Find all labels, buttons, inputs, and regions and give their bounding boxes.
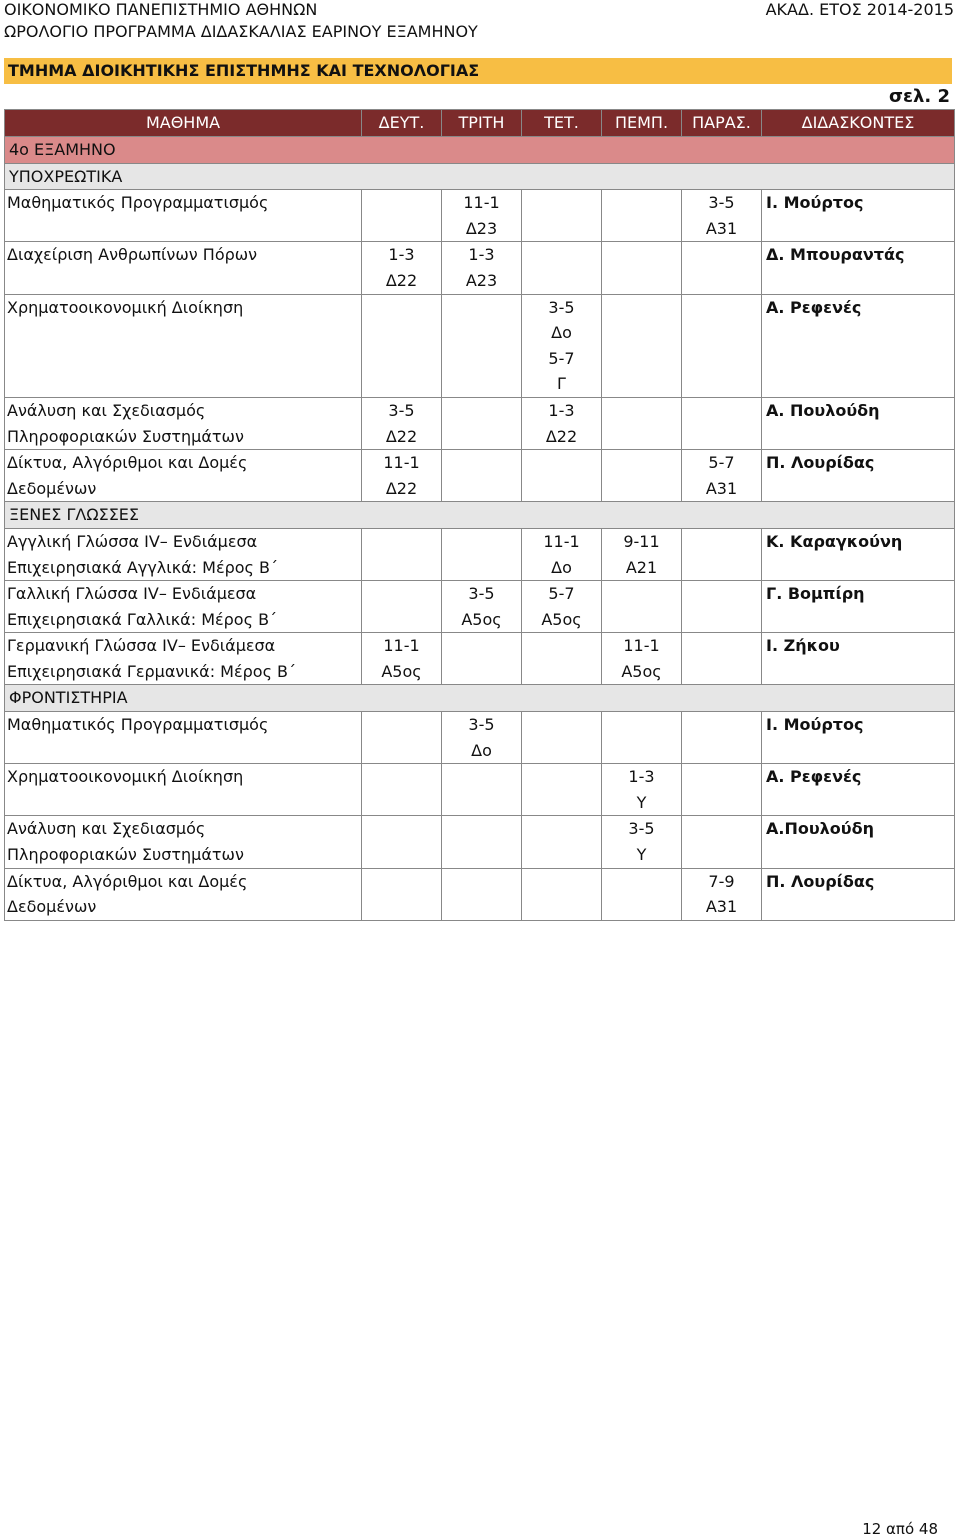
slot-mon [362, 294, 442, 397]
slot-tue-line [444, 816, 519, 842]
slot-mon [362, 633, 442, 685]
slot-fri-line [684, 424, 759, 450]
slot-thu-line [604, 424, 679, 450]
slot-tue [442, 633, 522, 685]
slot-mon-line: 1-3 [388, 245, 415, 265]
section-tutorials [5, 685, 955, 712]
slot-tue-line: Δ23 [465, 218, 498, 238]
slot-wed-line: Δο [551, 323, 572, 343]
slot-mon-line: Δ22 [385, 426, 418, 446]
slot-thu-line [604, 242, 679, 268]
course-name [5, 868, 362, 920]
slot-wed [522, 868, 602, 920]
slot-mon [362, 242, 442, 294]
slot-thu-line [604, 216, 679, 242]
slot-tue-line [444, 659, 519, 685]
slot-tue-line [444, 869, 519, 895]
slot-fri-line [684, 346, 759, 372]
slot-tue [442, 764, 522, 816]
course-name-line: Πληροφοριακών Συστημάτων [7, 845, 244, 865]
course-name [5, 712, 362, 764]
slot-mon-line [364, 607, 439, 633]
slot-thu-line: Υ [636, 845, 647, 865]
col-instructor: ΔΙΔΑΣΚΟΝΤΕΣ [762, 110, 955, 137]
col-course: ΜΑΘΗΜΑ [5, 110, 362, 137]
slot-thu [602, 633, 682, 685]
slot-thu [602, 528, 682, 580]
slot-fri-line [684, 712, 759, 738]
slot-tue [442, 450, 522, 502]
timetable-header [5, 110, 955, 137]
slot-wed-line [524, 268, 599, 294]
slot-thu-line [604, 190, 679, 216]
slot-thu-line [604, 346, 679, 372]
slot-thu-line [604, 398, 679, 424]
slot-fri-line [684, 581, 759, 607]
slot-thu-line [604, 581, 679, 607]
slot-fri-line: 5-7 [708, 453, 735, 473]
slot-mon-line [364, 790, 439, 816]
slot-mon-line [364, 712, 439, 738]
section-required-label: ΥΠΟΧΡΕΩΤΙΚΑ [5, 163, 955, 190]
slot-thu [602, 868, 682, 920]
table-row [5, 633, 955, 685]
slot-fri [682, 528, 762, 580]
slot-wed [522, 242, 602, 294]
slot-thu-line: Α5ος [621, 661, 662, 681]
course-name [5, 397, 362, 449]
slot-wed [522, 712, 602, 764]
course-name-line: Πληροφοριακών Συστημάτων [7, 426, 244, 446]
slot-wed-line: 3-5 [548, 297, 575, 317]
course-name-line: Αγγλική Γλώσσα IV– Ενδιάμεσα [7, 531, 258, 551]
slot-thu [602, 581, 682, 633]
slot-fri-line [684, 295, 759, 321]
slot-wed [522, 816, 602, 868]
slot-wed-line: 5-7 [548, 348, 575, 368]
slot-tue [442, 816, 522, 868]
slot-mon-line [364, 320, 439, 346]
slot-thu [602, 397, 682, 449]
course-name-line: Ανάλυση και Σχεδιασμός [7, 819, 206, 839]
slot-wed-line [524, 842, 599, 868]
slot-wed-line: Δ22 [545, 426, 578, 446]
slot-mon-line [364, 764, 439, 790]
slot-fri-line [684, 842, 759, 868]
col-mon: ΔΕΥΤ. [362, 110, 442, 137]
instructor-name: Δ. Μπουραντάς [762, 242, 955, 294]
slot-fri-line [684, 242, 759, 268]
slot-tue [442, 868, 522, 920]
slot-wed [522, 397, 602, 449]
slot-fri-line [684, 320, 759, 346]
course-name [5, 816, 362, 868]
slot-thu-line [604, 320, 679, 346]
slot-mon-line [364, 869, 439, 895]
section-required [5, 163, 955, 190]
instructor-name: Π. Λουρίδας [762, 868, 955, 920]
semester-row-label: 4ο ΕΞΑΜΗΝΟ [5, 137, 955, 164]
slot-fri [682, 712, 762, 764]
instructor-name: Α. Πουλούδη [762, 397, 955, 449]
slot-fri-line [684, 268, 759, 294]
slot-wed-line [524, 869, 599, 895]
slot-wed-line [524, 738, 599, 764]
slot-fri [682, 816, 762, 868]
course-name-line: Μαθηματικός Προγραμματισμός [7, 193, 269, 213]
course-name-line [7, 268, 359, 294]
slot-thu [602, 712, 682, 764]
instructor-name: Ι. Μούρτος [762, 712, 955, 764]
slot-wed-line [524, 476, 599, 502]
slot-thu-line [604, 607, 679, 633]
slot-mon [362, 397, 442, 449]
slot-fri [682, 242, 762, 294]
slot-tue [442, 242, 522, 294]
slot-fri [682, 450, 762, 502]
slot-wed-line [524, 633, 599, 659]
table-row [5, 581, 955, 633]
table-row [5, 764, 955, 816]
slot-fri-line [684, 529, 759, 555]
slot-tue-line: Δο [471, 740, 492, 760]
instructor-name: Α. Ρεφενές [762, 764, 955, 816]
slot-fri-line [684, 633, 759, 659]
slot-mon [362, 190, 442, 242]
table-row [5, 868, 955, 920]
slot-wed-line: Δο [551, 557, 572, 577]
slot-tue-line [444, 894, 519, 920]
slot-wed-line: Α5ος [541, 609, 582, 629]
table-row [5, 816, 955, 868]
slot-tue-line: 3-5 [468, 584, 495, 604]
table-row [5, 712, 955, 764]
slot-wed [522, 450, 602, 502]
slot-thu [602, 190, 682, 242]
slot-fri-line [684, 371, 759, 397]
slot-wed-line [524, 216, 599, 242]
slot-mon-line: Α5ος [381, 661, 422, 681]
academic-year: ΑΚΑΔ. ΕΤΟΣ 2014-2015 [765, 0, 954, 19]
slot-tue-line [444, 476, 519, 502]
slot-wed [522, 633, 602, 685]
slot-fri-line: Α31 [705, 218, 738, 238]
slot-tue-line [444, 529, 519, 555]
slot-tue-line [444, 790, 519, 816]
slot-tue [442, 581, 522, 633]
slot-thu [602, 816, 682, 868]
slot-wed [522, 294, 602, 397]
course-name-line [7, 320, 359, 346]
slot-fri-line [684, 816, 759, 842]
slot-tue-line [444, 295, 519, 321]
slot-wed-line [524, 764, 599, 790]
slot-tue [442, 528, 522, 580]
schedule-title: ΩΡΟΛΟΓΙΟ ΠΡΟΓΡΑΜΜΑ ΔΙΔΑΣΚΑΛΙΑΣ ΕΑΡΙΝΟΥ ΕΞΑΜΗΝΟΥ [4, 22, 478, 41]
course-name [5, 633, 362, 685]
course-name-line: Επιχειρησιακά Γαλλικά: Μέρος Β΄ [7, 609, 278, 629]
course-name-line: Δίκτυα, Αλγόριθμοι και Δομές [7, 453, 248, 473]
slot-tue [442, 190, 522, 242]
page-count: 12 από 48 [862, 1520, 938, 1538]
col-fri: ΠΑΡΑΣ. [682, 110, 762, 137]
slot-wed-line [524, 190, 599, 216]
slot-wed [522, 528, 602, 580]
slot-tue [442, 294, 522, 397]
slot-mon-line [364, 190, 439, 216]
table-row [5, 528, 955, 580]
slot-mon [362, 816, 442, 868]
slot-thu-line [604, 268, 679, 294]
slot-mon [362, 450, 442, 502]
slot-thu [602, 294, 682, 397]
slot-tue-line: 1-3 [468, 245, 495, 265]
slot-fri-line [684, 607, 759, 633]
slot-thu-line [604, 295, 679, 321]
slot-tue-line [444, 424, 519, 450]
course-name [5, 581, 362, 633]
course-name-line: Δίκτυα, Αλγόριθμοι και Δομές [7, 871, 248, 891]
course-name-line: Επιχειρησιακά Αγγλικά: Μέρος Β΄ [7, 557, 278, 577]
section-languages [5, 502, 955, 529]
course-name-line [7, 790, 359, 816]
course-name [5, 190, 362, 242]
slot-mon [362, 712, 442, 764]
slot-fri-line [684, 764, 759, 790]
col-tue: ΤΡΙΤΗ [442, 110, 522, 137]
course-name-line: Γερμανική Γλώσσα IV– Ενδιάμεσα [7, 636, 276, 656]
slot-thu-line [604, 712, 679, 738]
slot-wed-line: Γ [557, 374, 566, 394]
slot-mon-line [364, 816, 439, 842]
slot-tue-line [444, 555, 519, 581]
slot-fri [682, 294, 762, 397]
table-row [5, 190, 955, 242]
course-name-line: Γαλλική Γλώσσα IV– Ενδιάμεσα [7, 584, 257, 604]
slot-thu-line [604, 450, 679, 476]
col-thu: ΠΕΜΠ. [602, 110, 682, 137]
slot-wed-line: 1-3 [548, 400, 575, 420]
slot-thu [602, 242, 682, 294]
col-wed: ΤΕΤ. [522, 110, 602, 137]
slot-tue-line [444, 633, 519, 659]
slot-mon-line [364, 581, 439, 607]
slot-fri [682, 764, 762, 816]
slot-tue-line [444, 320, 519, 346]
slot-wed-line [524, 894, 599, 920]
slot-fri [682, 868, 762, 920]
table-row [5, 294, 955, 397]
slot-mon-line: 11-1 [383, 453, 420, 473]
course-name-line: Μαθηματικός Προγραμματισμός [7, 715, 269, 735]
section-tutorials-label: ΦΡΟΝΤΙΣΤΗΡΙΑ [5, 685, 955, 712]
page-label: σελ. 2 [888, 86, 950, 107]
slot-fri [682, 190, 762, 242]
slot-wed-line [524, 242, 599, 268]
slot-wed-line [524, 712, 599, 738]
slot-thu-line [604, 894, 679, 920]
slot-fri-line [684, 659, 759, 685]
slot-mon-line: Δ22 [385, 270, 418, 290]
slot-tue-line [444, 764, 519, 790]
slot-fri-line: 7-9 [708, 871, 735, 891]
slot-mon [362, 868, 442, 920]
slot-mon-line: 3-5 [388, 400, 415, 420]
slot-thu-line: 11-1 [623, 636, 660, 656]
instructor-name: Α.Πουλούδη [762, 816, 955, 868]
section-languages-label: ΞΕΝΕΣ ΓΛΩΣΣΕΣ [5, 502, 955, 529]
course-name-line [7, 738, 359, 764]
course-name-line [7, 371, 359, 397]
slot-fri-line [684, 555, 759, 581]
course-name-line: Δεδομένων [7, 478, 97, 498]
slot-thu-line [604, 476, 679, 502]
slot-mon-line [364, 842, 439, 868]
instructor-name: Γ. Βομπίρη [762, 581, 955, 633]
slot-wed-line [524, 816, 599, 842]
table-row [5, 450, 955, 502]
slot-tue-line: Α5ος [461, 609, 502, 629]
slot-mon-line [364, 894, 439, 920]
slot-mon [362, 528, 442, 580]
slot-wed-line: 5-7 [548, 584, 575, 604]
semester-row [5, 137, 955, 164]
table-row [5, 397, 955, 449]
course-name-line: Διαχείριση Ανθρωπίνων Πόρων [7, 245, 258, 265]
timetable [4, 109, 955, 921]
course-name-line [7, 346, 359, 372]
course-name-line: Δεδομένων [7, 897, 97, 917]
slot-wed-line: 11-1 [543, 531, 580, 551]
course-name [5, 450, 362, 502]
slot-fri [682, 633, 762, 685]
slot-wed-line [524, 790, 599, 816]
slot-wed [522, 764, 602, 816]
university-name: ΟΙΚΟΝΟΜΙΚΟ ΠΑΝΕΠΙΣΤΗΜΙΟ ΑΘΗΝΩΝ [4, 0, 318, 19]
instructor-name: Ι. Ζήκου [762, 633, 955, 685]
slot-tue-line: 3-5 [468, 715, 495, 735]
slot-mon-line: Δ22 [385, 478, 418, 498]
slot-wed-line [524, 450, 599, 476]
slot-thu-line: 3-5 [628, 819, 655, 839]
slot-tue-line: 11-1 [463, 193, 500, 213]
instructor-name: Κ. Καραγκούνη [762, 528, 955, 580]
course-name-line [7, 216, 359, 242]
department-banner: ΤΜΗΜΑ ΔΙΟΙΚΗΤΙΚΗΣ ΕΠΙΣΤΗΜΗΣ ΚΑΙ ΤΕΧΝΟΛΟΓΙΑΣ [4, 58, 952, 84]
slot-tue-line: Α23 [465, 270, 498, 290]
slot-wed [522, 190, 602, 242]
slot-wed [522, 581, 602, 633]
slot-mon-line [364, 555, 439, 581]
slot-mon-line [364, 346, 439, 372]
slot-fri-line: Α31 [705, 897, 738, 917]
slot-fri [682, 581, 762, 633]
course-name-line: Επιχειρησιακά Γερμανικά: Μέρος Β΄ [7, 661, 297, 681]
instructor-name: Α. Ρεφενές [762, 294, 955, 397]
slot-mon [362, 581, 442, 633]
slot-fri-line: Α31 [705, 478, 738, 498]
course-name [5, 294, 362, 397]
slot-thu-line [604, 738, 679, 764]
slot-tue [442, 712, 522, 764]
slot-thu-line: Υ [636, 792, 647, 812]
slot-fri-line [684, 398, 759, 424]
instructor-name: Π. Λουρίδας [762, 450, 955, 502]
slot-mon-line [364, 295, 439, 321]
slot-mon [362, 764, 442, 816]
course-name-line: Χρηματοοικονομική Διοίκηση [7, 767, 244, 787]
slot-thu [602, 764, 682, 816]
course-name [5, 242, 362, 294]
slot-fri-line: 3-5 [708, 193, 735, 213]
course-name-line: Ανάλυση και Σχεδιασμός [7, 400, 206, 420]
slot-fri-line [684, 738, 759, 764]
table-row [5, 242, 955, 294]
slot-mon-line: 11-1 [383, 636, 420, 656]
slot-mon-line [364, 529, 439, 555]
instructor-name: Ι. Μούρτος [762, 190, 955, 242]
slot-tue-line [444, 842, 519, 868]
slot-thu-line [604, 371, 679, 397]
slot-thu-line: Α21 [625, 557, 658, 577]
course-name-line: Χρηματοοικονομική Διοίκηση [7, 297, 244, 317]
slot-thu-line: 1-3 [628, 767, 655, 787]
slot-thu-line [604, 869, 679, 895]
slot-thu-line: 9-11 [623, 531, 660, 551]
slot-mon-line [364, 371, 439, 397]
slot-thu [602, 450, 682, 502]
slot-mon-line [364, 216, 439, 242]
slot-tue-line [444, 346, 519, 372]
course-name [5, 764, 362, 816]
slot-tue-line [444, 371, 519, 397]
slot-tue-line [444, 450, 519, 476]
slot-fri-line [684, 790, 759, 816]
slot-tue [442, 397, 522, 449]
slot-fri [682, 397, 762, 449]
slot-tue-line [444, 398, 519, 424]
slot-wed-line [524, 659, 599, 685]
course-name [5, 528, 362, 580]
slot-mon-line [364, 738, 439, 764]
